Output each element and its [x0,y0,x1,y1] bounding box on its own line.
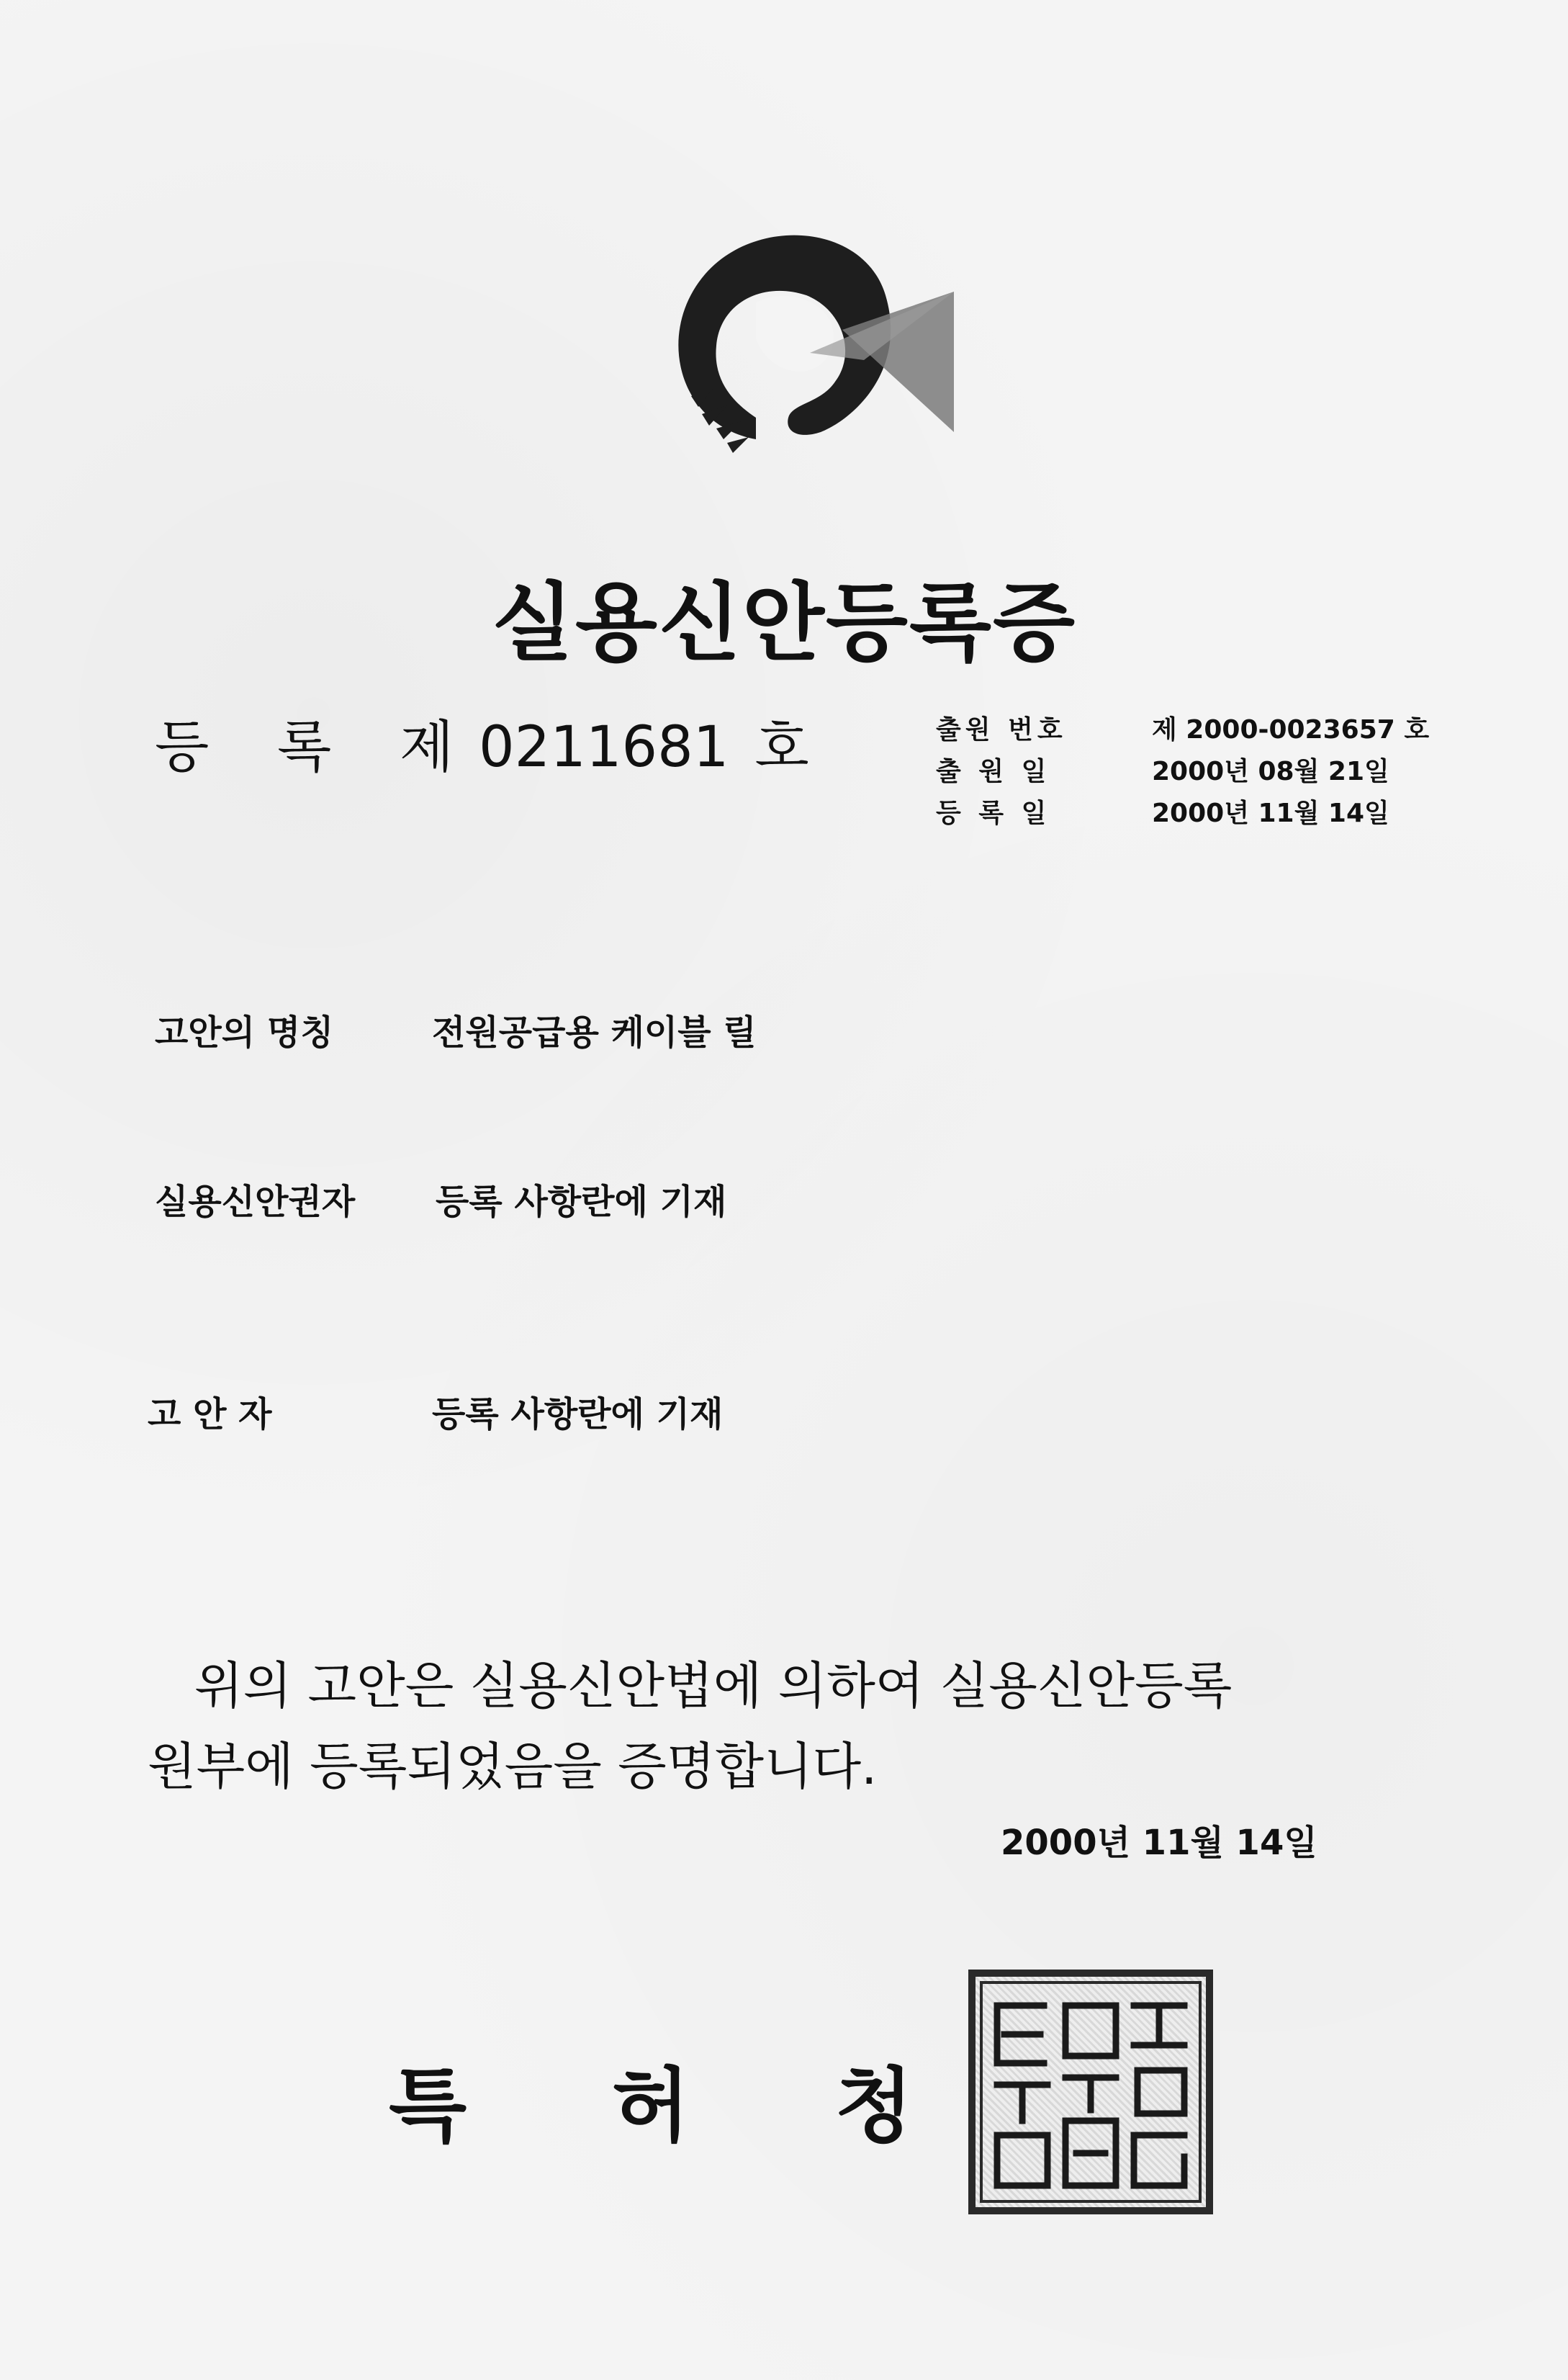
field-rights-holder [155,1174,726,1223]
field-inventor [148,1386,723,1436]
official-seal-icon [968,1970,1213,2214]
reg-label-char: 록 [277,715,332,780]
statement-line: 원부에 등록되었음을 증명합니다. [148,1737,878,1796]
statement-line: 위의 고안은 실용신안법에 의하여 실용신안등록 [194,1656,1233,1715]
meta-row [936,709,1568,751]
meta-value: 제 2000-0023657 호 [1152,715,1430,745]
field-device-name [155,1005,757,1054]
certification-statement [148,1645,1232,1807]
field-label: 실용신안권자 [155,1182,356,1222]
meta-value: 2000년 08월 21일 [1152,757,1389,786]
field-label: 고 안 자 [148,1394,272,1434]
issuing-office [389,2042,913,2157]
office-char: 특 [389,2060,467,2153]
meta-label: 출 원 일 [936,757,1051,786]
field-value: 등록 사항란에 기재 [436,1182,727,1222]
reg-label-char: 등 [155,715,209,780]
reg-label-char: 제 [400,715,454,780]
office-char: 청 [835,2060,914,2153]
registration-suffix: 호 [754,715,809,780]
page-title: 실용신안등록증 [492,573,1076,673]
meta-value: 2000년 11월 14일 [1152,799,1389,828]
government-emblem-icon [648,216,958,475]
meta-row [936,793,1568,835]
meta-label: 출원 번호 [936,715,1067,745]
meta-row [936,751,1568,793]
field-value: 등록 사항란에 기재 [432,1394,724,1434]
field-label: 고안의 명칭 [155,1012,334,1053]
registration-number-line [155,702,809,783]
issue-date: 2000년 11월 14일 [1001,1823,1317,1863]
meta-label: 등 록 일 [936,799,1051,828]
application-meta [936,709,1568,835]
office-char: 허 [612,2060,690,2153]
field-value: 전원공급용 케이블 릴 [432,1012,757,1053]
registration-number: 0211681 [479,715,729,780]
